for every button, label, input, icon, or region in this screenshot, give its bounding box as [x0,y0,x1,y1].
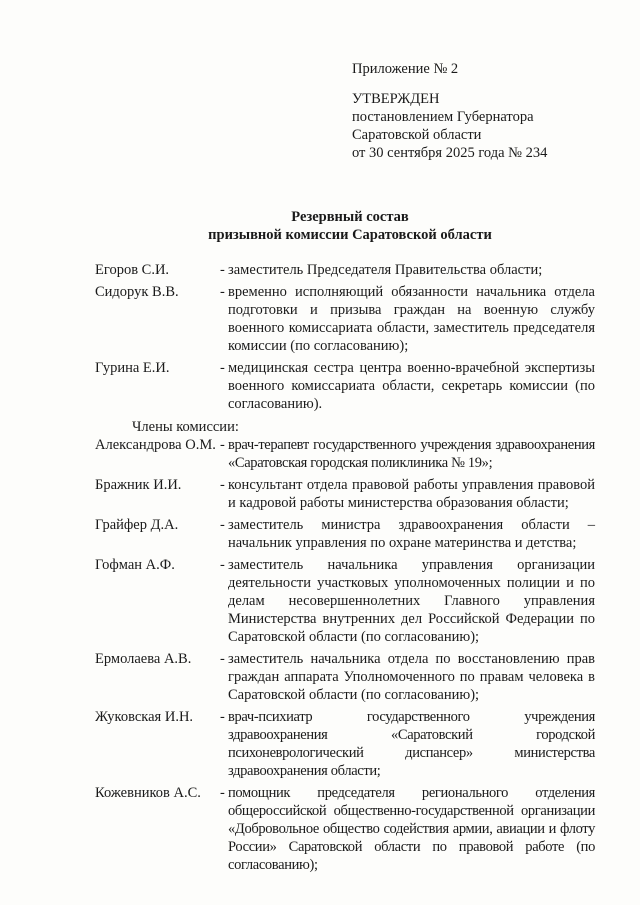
person-role: заместитель Председателя Правительства области; [228,262,543,278]
person-name: Сидорук В.В. [95,284,179,300]
list-item [95,476,595,512]
person-role: врач-терапевт государственного учреждения здравоохранения «Саратовская городская поликлиника № 19»; [228,437,595,471]
list-item [95,556,595,646]
person-name: Кожевников А.С. [95,785,201,801]
person-name: Гофман А.Ф. [95,557,175,573]
approved-label: УТВЕРЖДЕН [352,91,440,107]
separator-dash: - [220,437,225,453]
approved-date-line: от 30 сентября 2025 года № 234 [352,145,548,161]
person-name: Грайфер Д.А. [95,517,179,533]
document-title [60,208,640,244]
person-role: заместитель начальника управления организации деятельности участковых уполномоченных полиции и по делам несовершеннолетних Главного управления Министерства внутренних дел Российской Федерации по Саратовской области (по согласованию); [228,557,595,645]
members-list [95,436,595,878]
separator-dash: - [220,785,225,801]
person-name: Егоров С.И. [95,262,170,278]
person-role: заместитель начальника отдела по восстановлению прав граждан аппарата Уполномоченного по правам человека в Саратовской области (по согласованию); [228,651,595,703]
person-name: Гурина Е.И. [95,360,170,376]
list-item [95,708,595,780]
leadership-list [95,261,595,417]
person-role: заместитель министра здравоохранения области – начальник управления по охране материнства и детства; [228,517,595,551]
person-name: Ермолаева А.В. [95,651,192,667]
separator-dash: - [220,477,225,493]
person-role: медицинская сестра центра военно-врачебной экспертизы военного комиссариата области, секретарь комиссии (по согласованию). [228,360,595,412]
separator-dash: - [220,557,225,573]
list-item [95,261,595,279]
list-item [95,359,595,413]
list-item [95,436,595,472]
separator-dash: - [220,262,225,278]
title-line-1: Резервный состав [291,209,409,225]
approved-by-line: постановлением Губернатора [352,109,534,125]
list-item [95,283,595,355]
separator-dash: - [220,360,225,376]
list-item [95,784,595,874]
person-name: Александрова О.М. [95,437,216,453]
members-heading: Члены комиссии: [132,419,239,435]
list-item [95,650,595,704]
person-role: консультант отдела правовой работы управления правовой и кадровой работы министерства образования области; [228,477,595,511]
separator-dash: - [220,517,225,533]
approval-stamp-block [352,60,547,162]
person-role: помощник председателя регионального отделения общероссийской общественно-государственной организации «Добровольное общество содействия армии, авиации и флоту России» Саратовской области по правовой работе (по согласованию); [228,785,595,873]
title-line-2: призывной комиссии Саратовской области [208,227,492,243]
person-role: временно исполняющий обязанности начальника отдела подготовки и призыва граждан на военную службу военного комиссариата области, заместитель председателя комиссии (по согласованию); [228,284,595,354]
separator-dash: - [220,651,225,667]
person-name: Бражник И.И. [95,477,182,493]
list-item [95,516,595,552]
person-name: Жуковская И.Н. [95,709,194,725]
separator-dash: - [220,284,225,300]
person-role: врач-психиатр государственного учреждения здравоохранения «Саратовский городской психоневрологический диспансер» министерства здравоохранения области; [228,709,595,779]
separator-dash: - [220,709,225,725]
approved-region-line: Саратовской области [352,127,482,143]
appendix-number: Приложение № 2 [352,61,459,77]
